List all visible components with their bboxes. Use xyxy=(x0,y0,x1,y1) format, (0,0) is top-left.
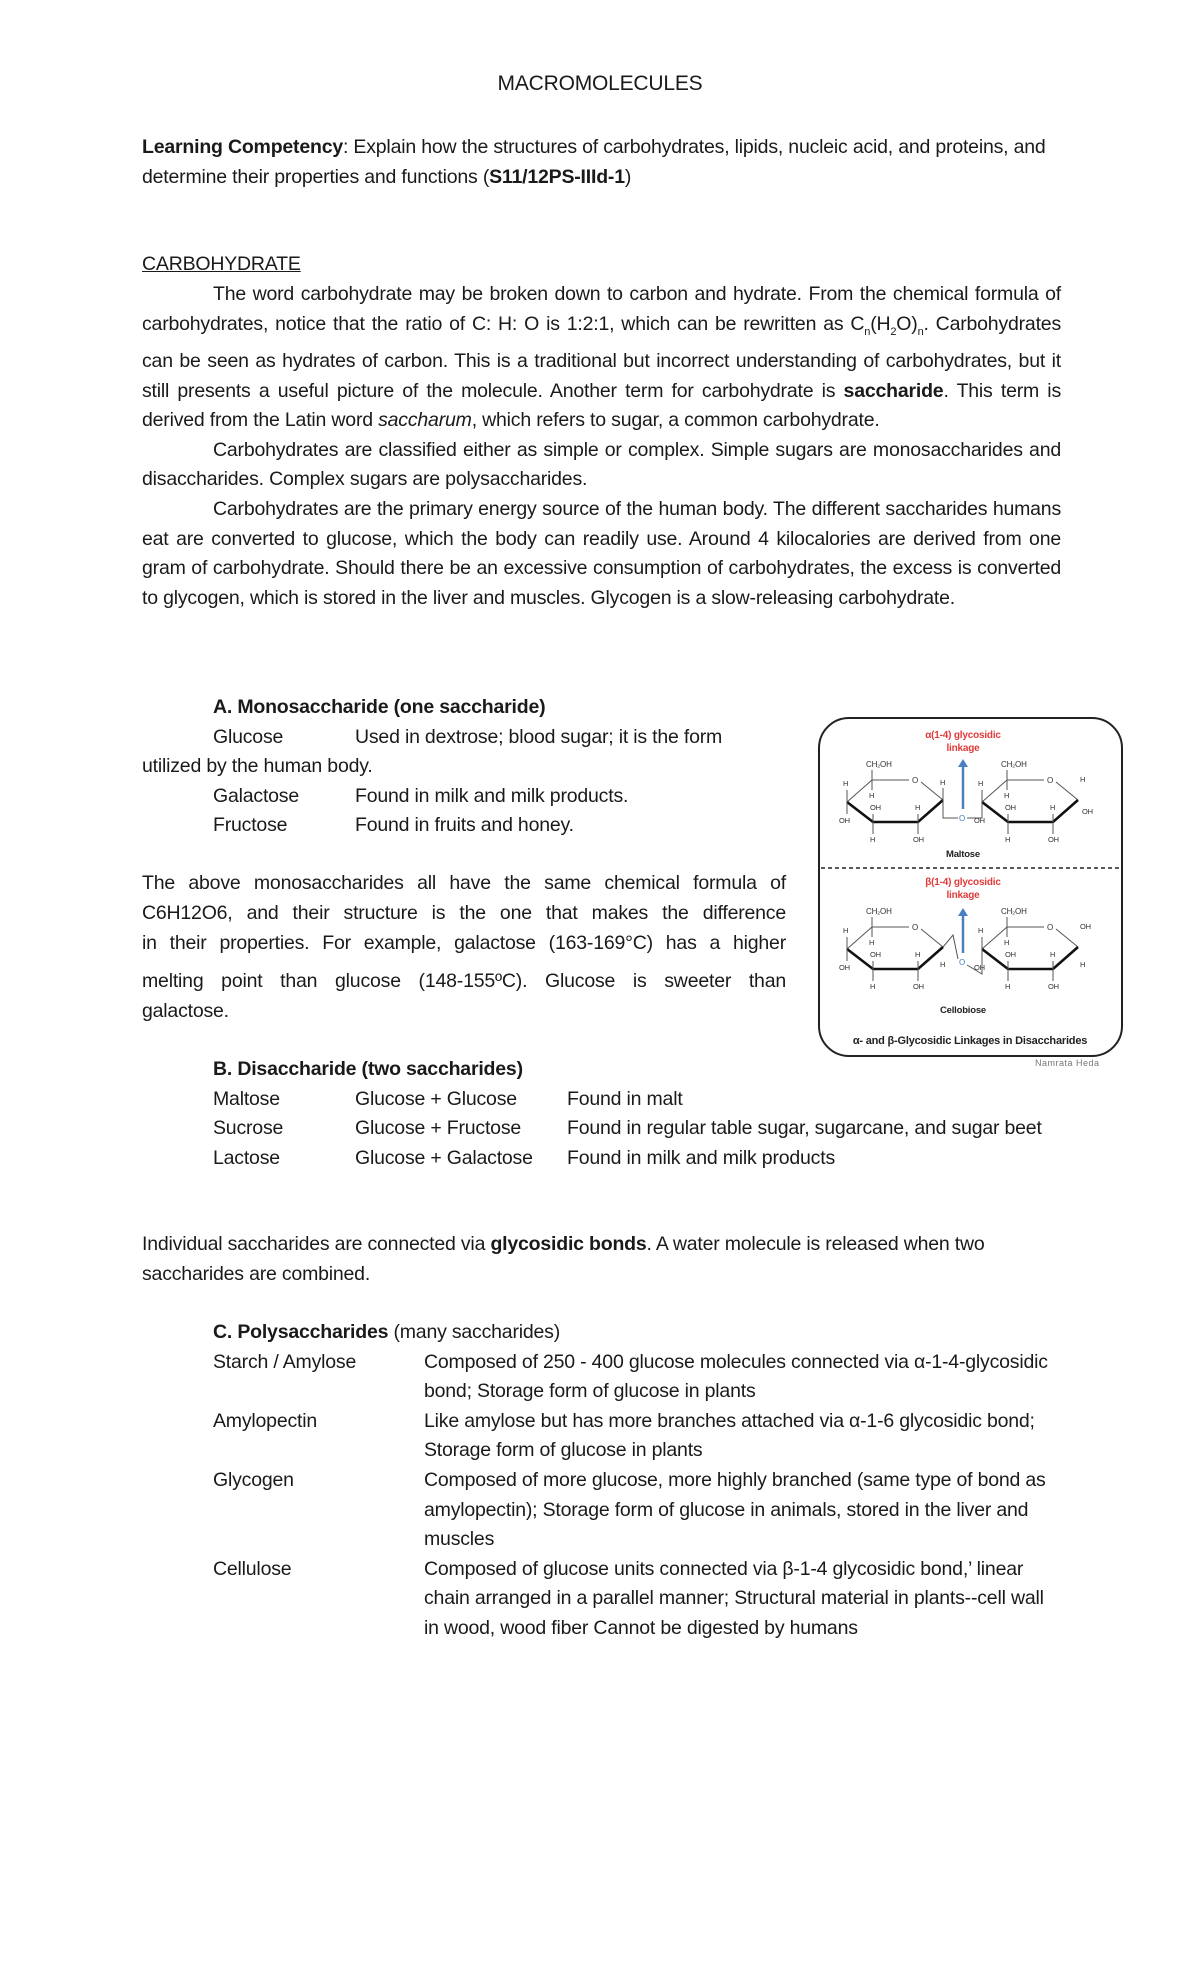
figure-credit: Namrata Heda xyxy=(1035,1058,1100,1068)
svg-text:H: H xyxy=(915,803,921,812)
svg-text:H: H xyxy=(978,926,984,935)
svg-text:OH: OH xyxy=(870,803,881,812)
table-row: Starch / Amylose Composed of 250 - 400 glucose molecules connected via α-1-4-glycosidic bond; Storage form of glucose in plants xyxy=(213,1350,1048,1403)
svg-text:OH: OH xyxy=(1048,982,1059,991)
svg-text:H: H xyxy=(1080,775,1086,784)
table-row: Sucrose Glucose + Fructose Found in regular table sugar, sugarcane, and sugar beet xyxy=(213,1117,1042,1140)
svg-text:CH₂OH: CH₂OH xyxy=(1001,907,1027,916)
list-item: Galactose Found in milk and milk products. xyxy=(213,784,629,807)
svg-text:H: H xyxy=(915,950,921,959)
table-row: Maltose Glucose + Glucose Found in malt xyxy=(213,1087,683,1110)
table-row: Amylopectin Like amylose but has more branches attached via α-1-6 glycosidic bond; Storage form of glucose in plants xyxy=(213,1409,1035,1462)
svg-text:OH: OH xyxy=(839,816,850,825)
svg-text:H: H xyxy=(1004,791,1010,800)
table-row: Lactose Glucose + Galactose Found in milk and milk products xyxy=(213,1146,835,1169)
svg-text:H: H xyxy=(870,982,876,991)
svg-text:H: H xyxy=(1005,835,1011,844)
learning-competency-label: Learning Competency xyxy=(142,136,343,158)
svg-text:OH: OH xyxy=(1005,803,1016,812)
svg-text:H: H xyxy=(1080,960,1086,969)
paragraph-3: Carbohydrates are the primary energy source of the human body. The different saccharides humans eat are converted to glucose, which the body can readily use. Around 4 kilocalories are derived from one gram of carbohydrate. Should there be an excessive consumption of carbohydrates, the excess is converted to glycogen, which is stored in the liver and muscles. Glycogen is a slow-releasing carbohydrate. xyxy=(142,498,1061,609)
svg-text:OH: OH xyxy=(839,963,850,972)
learning-competency xyxy=(142,133,1062,192)
polysaccharide-section xyxy=(213,1318,1063,1644)
table-row: Glycogen Composed of more glucose, more highly branched (same type of bond as amylopectin); Storage form of glucose in animals, stored in the liver and muscles xyxy=(213,1468,1046,1551)
svg-text:H: H xyxy=(940,960,946,969)
glycosidic-linkage-figure xyxy=(818,717,1123,1058)
table-row: Cellulose Composed of glucose units connected via β-1-4 glycosidic bond,’ linear chain arranged in a parallel manner; Structural material in plants--cell wall in wood, wood fiber Cannot be digested by humans xyxy=(213,1557,1044,1639)
cellobiose-label: Cellobiose xyxy=(939,1005,987,1016)
svg-text:OH: OH xyxy=(974,963,985,972)
glycosidic-bond-paragraph: Individual saccharides are connected via glycosidic bonds. A water molecule is released when two saccharides are combined. xyxy=(142,1233,985,1285)
svg-text:H: H xyxy=(978,779,984,788)
svg-text:O: O xyxy=(958,814,966,823)
paragraph-2: Carbohydrates are classified either as simple or complex. Simple sugars are monosaccharides and disaccharides. Complex sugars are polysaccharides. xyxy=(142,438,1061,491)
beta-linkage-label-2: linkage xyxy=(946,890,980,901)
svg-text:O: O xyxy=(1046,776,1054,785)
svg-text:OH: OH xyxy=(1048,835,1059,844)
paragraph-1: The word carbohydrate may be broken down to carbon and hydrate. From the chemical formula of carbohydrates, notice that the ratio of C: H: O is 1:2:1, which can be rewritten as $C_n(H_2O)_n$. Carbohydrates can be seen as hydrates of carbon. This is a traditional but incorrect understanding of carbohydrates, but it still presents a useful picture of the molecule. Another term for carbohydrate is saccharide. This term is derived from the Latin word saccharum, which refers to sugar, a common carbohydrate. xyxy=(142,283,1061,432)
polysaccharide-heading: C. Polysaccharides (many saccharides) xyxy=(213,1321,561,1343)
monosaccharide-section xyxy=(142,693,786,841)
svg-text:OH: OH xyxy=(913,835,924,844)
svg-text:O: O xyxy=(911,923,919,932)
svg-text:H: H xyxy=(870,835,876,844)
svg-text:CH₂OH: CH₂OH xyxy=(866,907,892,916)
svg-text:H: H xyxy=(869,938,875,947)
close-paren: ) xyxy=(624,165,632,188)
svg-text:H: H xyxy=(1004,938,1010,947)
svg-text:O: O xyxy=(911,776,919,785)
monosaccharide-paragraph: The above monosaccharides all have the same chemical formula of C6H12O6, and their structure is the one that makes the difference in their properties. For example, galactose (163-169°C) has a higher melting point than glucose (148-155ºC). Glucose is sweeter than galactose. xyxy=(142,872,786,1022)
beta-linkage-label: β(1-4) glycosidic xyxy=(925,877,1001,888)
svg-text:H: H xyxy=(843,926,849,935)
alpha-linkage-label-2: linkage xyxy=(946,743,980,754)
svg-text:H: H xyxy=(940,778,946,787)
svg-text:OH: OH xyxy=(870,950,881,959)
svg-text:OH: OH xyxy=(1005,950,1016,959)
disaccharide-section xyxy=(213,1055,1063,1173)
figure-caption: α- and β-Glycosidic Linkages in Disaccharides xyxy=(852,1035,1088,1047)
svg-text:OH: OH xyxy=(1080,922,1091,931)
svg-text:O: O xyxy=(1046,923,1054,932)
learning-competency-text: : Explain how the structures of carbohydrates, lipids, nucleic acid, and proteins, and determine their properties and functions ( xyxy=(142,136,1046,188)
svg-text:CH₂OH: CH₂OH xyxy=(1001,760,1027,769)
page-title: MACROMOLECULES xyxy=(497,72,703,95)
svg-text:OH: OH xyxy=(1082,807,1093,816)
carbohydrate-body xyxy=(142,280,1061,613)
list-item: Fructose Found in fruits and honey. xyxy=(213,814,574,837)
competency-code: S11/12PS-IIId-1 xyxy=(489,165,625,188)
monosaccharide-heading: A. Monosaccharide (one saccharide) xyxy=(213,696,546,718)
svg-text:H: H xyxy=(1050,803,1056,812)
maltose-label: Maltose xyxy=(946,849,980,860)
svg-text:OH: OH xyxy=(974,816,985,825)
svg-text:OH: OH xyxy=(913,982,924,991)
section-heading-carbohydrate: CARBOHYDRATE xyxy=(142,253,301,275)
svg-text:H: H xyxy=(1005,982,1011,991)
alpha-linkage-label: α(1-4) glycosidic xyxy=(925,730,1001,741)
svg-text:O: O xyxy=(958,958,966,967)
svg-text:CH₂OH: CH₂OH xyxy=(866,760,892,769)
list-item: Glucose Used in dextrose; blood sugar; it is the form xyxy=(213,725,723,748)
disaccharide-heading: B. Disaccharide (two saccharides) xyxy=(213,1058,523,1080)
svg-text:H: H xyxy=(843,779,849,788)
svg-text:H: H xyxy=(869,791,875,800)
list-item-continuation: utilized by the human body. xyxy=(142,755,373,778)
svg-text:H: H xyxy=(1050,950,1056,959)
